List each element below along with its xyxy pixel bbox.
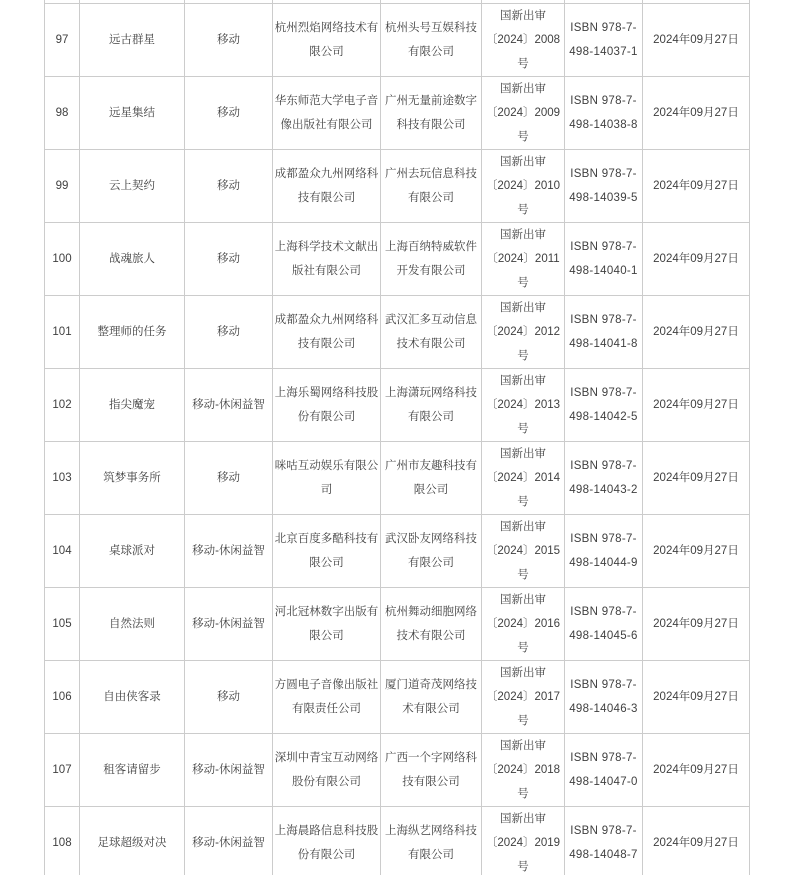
cell-approval-number: 国新出审〔2024〕2013号 bbox=[482, 369, 565, 442]
cell-approval-number: 国新出审〔2024〕2014号 bbox=[482, 442, 565, 515]
table-row bbox=[45, 442, 750, 515]
cell-game-name: 自由侠客录 bbox=[80, 661, 185, 734]
cell-publisher: 北京百度多酷科技有限公司 bbox=[273, 515, 381, 588]
cell-isbn: ISBN 978-7-498-14048-7 bbox=[565, 807, 643, 875]
cell-operator: 武汉汇多互动信息技术有限公司 bbox=[381, 296, 482, 369]
cell-operator: 广州市友趣科技有限公司 bbox=[381, 442, 482, 515]
table-row bbox=[45, 150, 750, 223]
cell-operator: 厦门道奇茂网络技术有限公司 bbox=[381, 661, 482, 734]
table-viewport bbox=[44, 0, 756, 875]
cell-game-name: 筑梦事务所 bbox=[80, 442, 185, 515]
cell-operator: 武汉卧友网络科技有限公司 bbox=[381, 515, 482, 588]
table-row bbox=[45, 223, 750, 296]
cell-publisher: 成都盈众九州网络科技有限公司 bbox=[273, 296, 381, 369]
cell-approval-number: 国新出审〔2024〕2016号 bbox=[482, 588, 565, 661]
game-approval-table bbox=[44, 0, 750, 875]
cell-publisher: 杭州烈焰网络技术有限公司 bbox=[273, 4, 381, 77]
cell-index: 103 bbox=[45, 442, 80, 515]
cell-index: 100 bbox=[45, 223, 80, 296]
cell-operator: 广州去玩信息科技有限公司 bbox=[381, 150, 482, 223]
cell-index: 107 bbox=[45, 734, 80, 807]
cell-index: 108 bbox=[45, 807, 80, 875]
cell-approval-number: 国新出审〔2024〕2019号 bbox=[482, 807, 565, 875]
cell-game-name: 远星集结 bbox=[80, 77, 185, 150]
cell-isbn: ISBN 978-7-498-14039-5 bbox=[565, 150, 643, 223]
cell-publisher: 深圳中青宝互动网络股份有限公司 bbox=[273, 734, 381, 807]
cell-approval-date: 2024年09月27日 bbox=[643, 734, 750, 807]
cell-platform: 移动-休闲益智 bbox=[185, 807, 273, 875]
cell-index: 97 bbox=[45, 4, 80, 77]
cell-game-name: 桌球派对 bbox=[80, 515, 185, 588]
cell-approval-number: 国新出审〔2024〕2012号 bbox=[482, 296, 565, 369]
table-row bbox=[45, 296, 750, 369]
cell-platform: 移动-休闲益智 bbox=[185, 369, 273, 442]
cell-operator: 广州无量前途数字科技有限公司 bbox=[381, 77, 482, 150]
cell-isbn: ISBN 978-7-498-14037-1 bbox=[565, 4, 643, 77]
cell-platform: 移动 bbox=[185, 4, 273, 77]
cell-platform: 移动-休闲益智 bbox=[185, 515, 273, 588]
cell-platform: 移动 bbox=[185, 661, 273, 734]
cell-approval-date: 2024年09月27日 bbox=[643, 807, 750, 875]
table-row bbox=[45, 369, 750, 442]
cell-publisher: 上海乐蜀网络科技股份有限公司 bbox=[273, 369, 381, 442]
cell-approval-number: 国新出审〔2024〕2008号 bbox=[482, 4, 565, 77]
cell-index: 98 bbox=[45, 77, 80, 150]
cell-publisher: 上海科学技术文献出版社有限公司 bbox=[273, 223, 381, 296]
cell-approval-number: 国新出审〔2024〕2011号 bbox=[482, 223, 565, 296]
cell-platform: 移动 bbox=[185, 442, 273, 515]
cell-platform: 移动 bbox=[185, 296, 273, 369]
cell-operator: 上海纵艺网络科技有限公司 bbox=[381, 807, 482, 875]
cell-approval-date: 2024年09月27日 bbox=[643, 4, 750, 77]
cell-approval-date: 2024年09月27日 bbox=[643, 588, 750, 661]
cell-isbn: ISBN 978-7-498-14038-8 bbox=[565, 77, 643, 150]
cell-approval-number: 国新出审〔2024〕2009号 bbox=[482, 77, 565, 150]
cell-publisher: 咪咕互动娱乐有限公司 bbox=[273, 442, 381, 515]
cell-game-name: 远古群星 bbox=[80, 4, 185, 77]
cell-approval-date: 2024年09月27日 bbox=[643, 515, 750, 588]
cell-publisher: 河北冠林数字出版有限公司 bbox=[273, 588, 381, 661]
cell-game-name: 云上契约 bbox=[80, 150, 185, 223]
cell-isbn: ISBN 978-7-498-14046-3 bbox=[565, 661, 643, 734]
cell-index: 104 bbox=[45, 515, 80, 588]
cell-platform: 移动 bbox=[185, 77, 273, 150]
cell-game-name: 足球超级对决 bbox=[80, 807, 185, 875]
cell-approval-date: 2024年09月27日 bbox=[643, 661, 750, 734]
cell-isbn: ISBN 978-7-498-14043-2 bbox=[565, 442, 643, 515]
cell-publisher: 华东师范大学电子音像出版社有限公司 bbox=[273, 77, 381, 150]
cell-platform: 移动 bbox=[185, 223, 273, 296]
cell-operator: 广西一个字网络科技有限公司 bbox=[381, 734, 482, 807]
cell-game-name: 战魂旅人 bbox=[80, 223, 185, 296]
cell-approval-date: 2024年09月27日 bbox=[643, 442, 750, 515]
table-row bbox=[45, 77, 750, 150]
cell-approval-number: 国新出审〔2024〕2010号 bbox=[482, 150, 565, 223]
approval-table-body bbox=[45, 0, 750, 875]
cell-approval-number: 国新出审〔2024〕2015号 bbox=[482, 515, 565, 588]
cell-isbn: ISBN 978-7-498-14047-0 bbox=[565, 734, 643, 807]
cell-isbn: ISBN 978-7-498-14044-9 bbox=[565, 515, 643, 588]
cell-platform: 移动-休闲益智 bbox=[185, 588, 273, 661]
cell-publisher: 成都盈众九州网络科技有限公司 bbox=[273, 150, 381, 223]
cell-operator: 杭州头号互娱科技有限公司 bbox=[381, 4, 482, 77]
cell-index: 99 bbox=[45, 150, 80, 223]
cell-publisher: 上海晨路信息科技股份有限公司 bbox=[273, 807, 381, 875]
cell-approval-date: 2024年09月27日 bbox=[643, 77, 750, 150]
cell-approval-date: 2024年09月27日 bbox=[643, 223, 750, 296]
cell-isbn: ISBN 978-7-498-14040-1 bbox=[565, 223, 643, 296]
cell-approval-date: 2024年09月27日 bbox=[643, 296, 750, 369]
cell-game-name: 指尖魔宠 bbox=[80, 369, 185, 442]
cell-approval-date: 2024年09月27日 bbox=[643, 150, 750, 223]
cell-index: 105 bbox=[45, 588, 80, 661]
cell-approval-number: 国新出审〔2024〕2018号 bbox=[482, 734, 565, 807]
cell-index: 106 bbox=[45, 661, 80, 734]
cell-approval-date: 2024年09月27日 bbox=[643, 369, 750, 442]
cell-operator: 上海百纳特威软件开发有限公司 bbox=[381, 223, 482, 296]
cell-index: 102 bbox=[45, 369, 80, 442]
table-row bbox=[45, 734, 750, 807]
cell-game-name: 自然法则 bbox=[80, 588, 185, 661]
table-row bbox=[45, 515, 750, 588]
cell-game-name: 租客请留步 bbox=[80, 734, 185, 807]
table-row bbox=[45, 4, 750, 77]
cell-operator: 杭州舞动细胞网络技术有限公司 bbox=[381, 588, 482, 661]
cell-isbn: ISBN 978-7-498-14041-8 bbox=[565, 296, 643, 369]
cell-isbn: ISBN 978-7-498-14042-5 bbox=[565, 369, 643, 442]
cell-operator: 上海潇玩网络科技有限公司 bbox=[381, 369, 482, 442]
cell-platform: 移动-休闲益智 bbox=[185, 734, 273, 807]
cell-game-name: 整理师的任务 bbox=[80, 296, 185, 369]
table-row bbox=[45, 661, 750, 734]
cell-platform: 移动 bbox=[185, 150, 273, 223]
cell-isbn: ISBN 978-7-498-14045-6 bbox=[565, 588, 643, 661]
cell-index: 101 bbox=[45, 296, 80, 369]
cell-publisher: 方圆电子音像出版社有限责任公司 bbox=[273, 661, 381, 734]
cell-approval-number: 国新出审〔2024〕2017号 bbox=[482, 661, 565, 734]
table-row bbox=[45, 807, 750, 875]
table-row bbox=[45, 588, 750, 661]
